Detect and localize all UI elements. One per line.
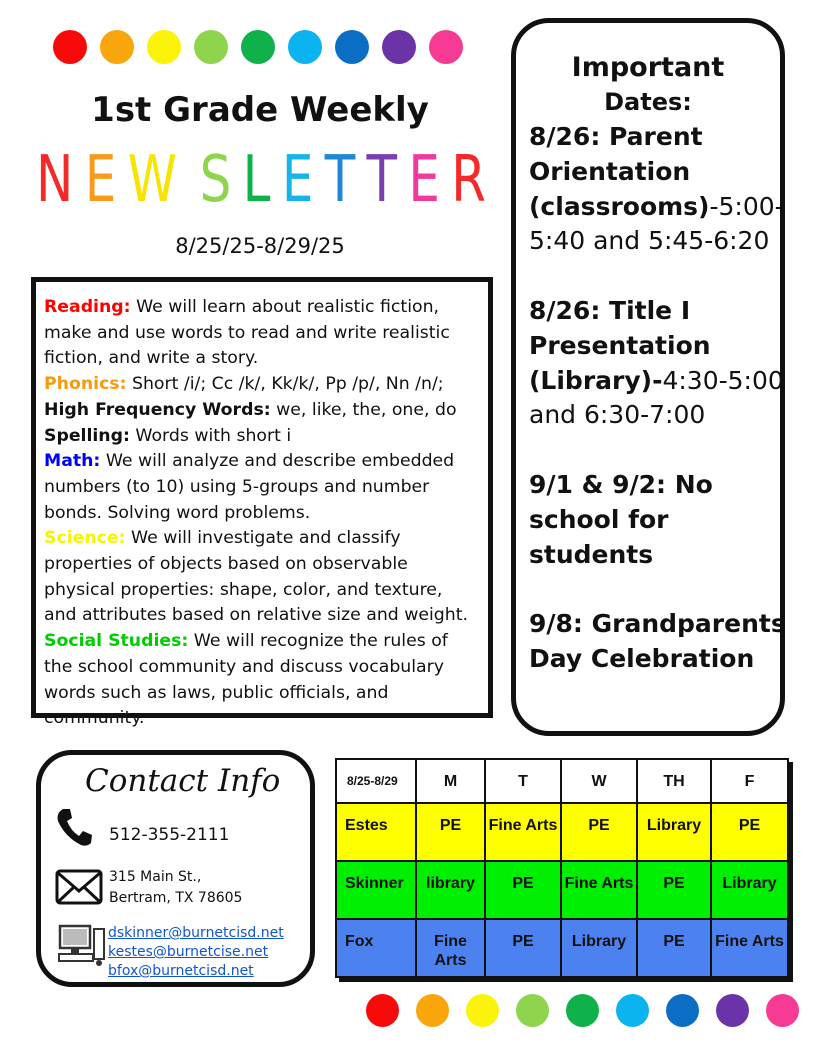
color-dot bbox=[53, 30, 87, 64]
science-paragraph bbox=[44, 526, 480, 629]
important-events-list bbox=[529, 120, 787, 712]
event-time: -5:00-5:40 and 5:45-6:20 bbox=[529, 191, 784, 256]
important-dates-box bbox=[511, 18, 785, 736]
event-title: 8/26: Parent Orientation (classrooms) bbox=[529, 122, 710, 221]
schedule-row bbox=[336, 919, 788, 977]
school-address bbox=[109, 867, 242, 909]
event-title: 8/26: Title I Presentation (Library)- bbox=[529, 295, 711, 395]
color-dot bbox=[716, 994, 749, 1027]
email-link[interactable]: kestes@burnetcise.net bbox=[108, 944, 269, 960]
schedule-cell: Fine Arts bbox=[561, 861, 637, 919]
schedule-cell: PE bbox=[637, 861, 711, 919]
schedule-cell: Library bbox=[561, 919, 637, 977]
math-label: Math: bbox=[44, 451, 101, 472]
science-text: We will investigate and classify properties of objects based on observable physical properties: shape, color, and texture, and attributes based on relative size and weight. bbox=[44, 528, 468, 626]
newsletter-letter: T bbox=[366, 143, 398, 217]
schedule-cell: PE bbox=[637, 919, 711, 977]
color-dot bbox=[416, 994, 449, 1027]
schedule-cell: PE bbox=[485, 861, 561, 919]
newsletter-letter: E bbox=[84, 143, 117, 217]
phone-icon bbox=[55, 807, 93, 847]
bottom-color-dots bbox=[366, 994, 799, 1027]
color-dot bbox=[616, 994, 649, 1027]
newsletter-letter: N bbox=[36, 143, 74, 217]
schedule-week-label: 8/25-8/29 bbox=[336, 759, 416, 803]
color-dot bbox=[382, 30, 416, 64]
schedule-day-header: TH bbox=[637, 759, 711, 803]
schedule-teacher-name: Skinner bbox=[336, 861, 416, 919]
social-studies-text: We will recognize the rules of the school community and discuss vocabulary words such as laws, public officials, and community. bbox=[44, 631, 448, 729]
curriculum-box bbox=[31, 277, 493, 729]
newsletter-letter: W bbox=[127, 143, 177, 217]
newsletter-letter: E bbox=[281, 143, 314, 217]
spelling-label: Spelling: bbox=[44, 425, 130, 446]
schedule-cell: Fine Arts bbox=[711, 919, 788, 977]
hfw-paragraph bbox=[44, 398, 480, 424]
spelling-text: Words with short i bbox=[129, 425, 292, 446]
hfw-label: High Frequency Words: bbox=[44, 399, 271, 420]
math-text: We will analyze and describe embedded numbers (to 10) using 5-groups and number bonds. Solving word problems. bbox=[44, 451, 455, 523]
color-dot bbox=[147, 30, 181, 64]
schedule-teacher-name: Estes bbox=[336, 803, 416, 861]
specials-schedule-table bbox=[335, 758, 789, 978]
reading-label: Reading: bbox=[44, 297, 131, 317]
event-item bbox=[529, 294, 787, 433]
spelling-paragraph bbox=[44, 424, 480, 450]
color-dot bbox=[566, 994, 599, 1027]
schedule-cell: Fine Arts bbox=[485, 803, 561, 861]
address-line2: Bertram, TX 78605 bbox=[109, 890, 243, 906]
color-dot bbox=[100, 30, 134, 64]
schedule-cell: PE bbox=[711, 803, 788, 861]
schedule-day-header: T bbox=[485, 759, 561, 803]
important-dates-title-line2: Dates: bbox=[604, 88, 692, 116]
newsletter-letter: E bbox=[408, 143, 440, 217]
email-list bbox=[108, 924, 284, 981]
contact-info-box bbox=[36, 750, 315, 987]
newsletter-title: 1st Grade Weekly bbox=[91, 90, 429, 130]
schedule-day-header: F bbox=[711, 759, 788, 803]
event-title: 9/1 & 9/2: No school for students bbox=[529, 469, 713, 569]
hfw-text: we, like, the, one, do bbox=[270, 399, 457, 420]
computer-icon bbox=[57, 923, 107, 967]
color-dot bbox=[429, 30, 463, 64]
color-dot bbox=[194, 30, 228, 64]
email-link[interactable]: dskinner@burnetcisd.net bbox=[108, 925, 284, 941]
newsletter-wordmark bbox=[36, 143, 486, 217]
schedule-row bbox=[336, 861, 788, 919]
week-date-range: 8/25/25-8/29/25 bbox=[175, 234, 345, 258]
schedule-teacher-name: Fox bbox=[336, 919, 416, 977]
math-paragraph bbox=[44, 449, 480, 526]
color-dot bbox=[366, 994, 399, 1027]
newsletter-letter: R bbox=[451, 143, 486, 217]
schedule-cell: Library bbox=[711, 861, 788, 919]
contact-info-title: Contact Info bbox=[85, 763, 281, 799]
phonics-paragraph bbox=[44, 372, 480, 398]
color-dot bbox=[288, 30, 322, 64]
newsletter-letter: T bbox=[324, 143, 356, 217]
color-dot bbox=[466, 994, 499, 1027]
color-dot bbox=[335, 30, 369, 64]
envelope-icon bbox=[55, 869, 103, 905]
color-dot bbox=[241, 30, 275, 64]
schedule-cell: Fine Arts bbox=[416, 919, 485, 977]
phone-number: 512-355-2111 bbox=[109, 825, 230, 845]
top-color-dots bbox=[53, 30, 463, 64]
important-dates-title-line1: Important bbox=[571, 52, 725, 83]
schedule-cell: Library bbox=[637, 803, 711, 861]
reading-paragraph bbox=[44, 295, 480, 372]
color-dot bbox=[666, 994, 699, 1027]
schedule-cell: PE bbox=[485, 919, 561, 977]
color-dot bbox=[516, 994, 549, 1027]
phonics-label: Phonics: bbox=[44, 374, 127, 395]
event-item bbox=[529, 607, 787, 677]
event-item bbox=[529, 468, 787, 572]
color-dot bbox=[766, 994, 799, 1027]
schedule-row bbox=[336, 803, 788, 861]
schedule-cell: PE bbox=[561, 803, 637, 861]
schedule-day-header: M bbox=[416, 759, 485, 803]
event-title: 9/8: Grandparents Day Celebration bbox=[529, 609, 786, 673]
science-label: Science: bbox=[44, 528, 126, 549]
address-line1: 315 Main St., bbox=[109, 869, 202, 885]
schedule-cell: PE bbox=[416, 803, 485, 861]
schedule-day-header: W bbox=[561, 759, 637, 803]
newsletter-letter: S bbox=[199, 143, 232, 217]
social-studies-paragraph bbox=[44, 629, 480, 732]
social-studies-label: Social Studies: bbox=[44, 631, 189, 652]
event-time: 4:30-5:00 and 6:30-7:00 bbox=[529, 365, 784, 430]
reading-text: We will learn about realistic fiction, make and use words to read and write realistic fiction, and write a story. bbox=[44, 297, 450, 369]
event-item bbox=[529, 120, 787, 259]
schedule-cell: library bbox=[416, 861, 485, 919]
newsletter-letter: L bbox=[242, 143, 271, 217]
phonics-text: Short /i/; Cc /k/, Kk/k/, Pp /p/, Nn /n/; bbox=[126, 374, 444, 395]
schedule-header-row bbox=[336, 759, 788, 803]
email-link[interactable]: bfox@burnetcisd.net bbox=[108, 963, 254, 979]
